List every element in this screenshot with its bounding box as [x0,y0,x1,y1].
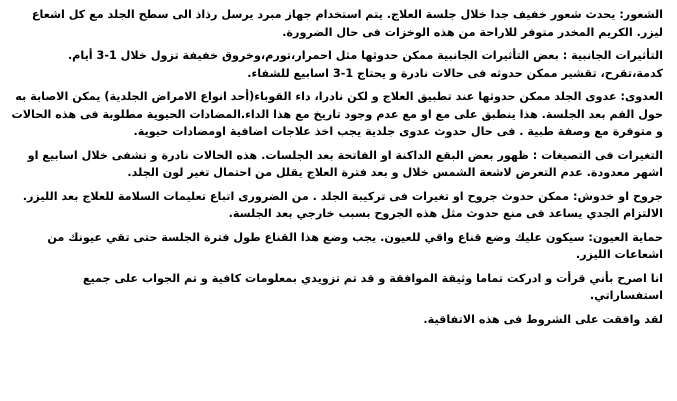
paragraph-agreement: لقد وافقت على الشروط فى هذه الاتفاقية. [423,312,663,326]
paragraph-infection: العدوى: عدوى الجلد ممكن حدوثها عند تطبيق العلاج و لكن نادرا، داء القوباء(أحد انواع الامراض الجلدية) يمكن الاصابة به حول الفم بعد الجلسة. هذا ينطبق على مع او مع عدم وجود تاريخ مع هذا الداء.المضادات الحيوية مطلوبة فى هذه الحالات و متوفرة مع وصفة طبية . فى حال حدوث عدوى جلدية يجب اخذ علاجات اضافية اومضادات حيوية. [11,90,663,138]
paragraph-declaration: انا اصرح بأني قرأت و ادركت تماما وثيقة الموافقة و قد تم تزويدي بمعلومات كافية و تم الجواب على جميع استفساراتي. [82,271,663,302]
paragraph-pigmentation-changes: التغيرات فى التصبغات : ظهور بعض البقع الداكنة او الفاتحة بعد الجلسات. هذه الحالات نادرة و تشفى خلال اسابيع او اشهر معدودة. عدم التعرض لاشعة الشمس خلال و بعد فترة العلاج يقلل من احتمال تغير لون الجلد. [27,148,663,179]
paragraph-wounds-scratches: جروح او خدوش: ممكن حدوث جروح او تغيرات فى تركيبة الجلد . من الضرورى اتباع تعليمات السلامة للعلاج بعد الليزر. الالتزام الجدي يساعد فى منع حدوث مثل هذه الجروح بسبب خارجي بعد الجلسة. [22,189,663,220]
paragraph-eye-protection: حماية العيون: سيكون عليك وضع قناع واقي للعيون. يجب وضع هذا القناع طول فترة الجلسة حتى تقي عيونك من اشعاعات الليزر. [47,230,663,261]
paragraph-sensation: الشعور: يحدث شعور خفيف جدا خلال جلسة العلاج. يتم استخدام جهاز مبرد يرسل رذاذ الى سطح الجلد مع كل اشعاع ليزر. الكريم المخدر متوفر للاراحة من هذه الوخزات فى حال الضرورة. [31,8,663,39]
paragraph-side-effects: التأثيرات الجانبية : بعض التأثيرات الجانبية ممكن حدوثها مثل احمرار،تورم،وخروق خفيفة تزول خلال 1-3 أيام. كدمة،تقرح، تقشير ممكن حدوثه فى حالات نادرة و يحتاج 1-3 اسابيع للشفاء. [67,49,663,80]
